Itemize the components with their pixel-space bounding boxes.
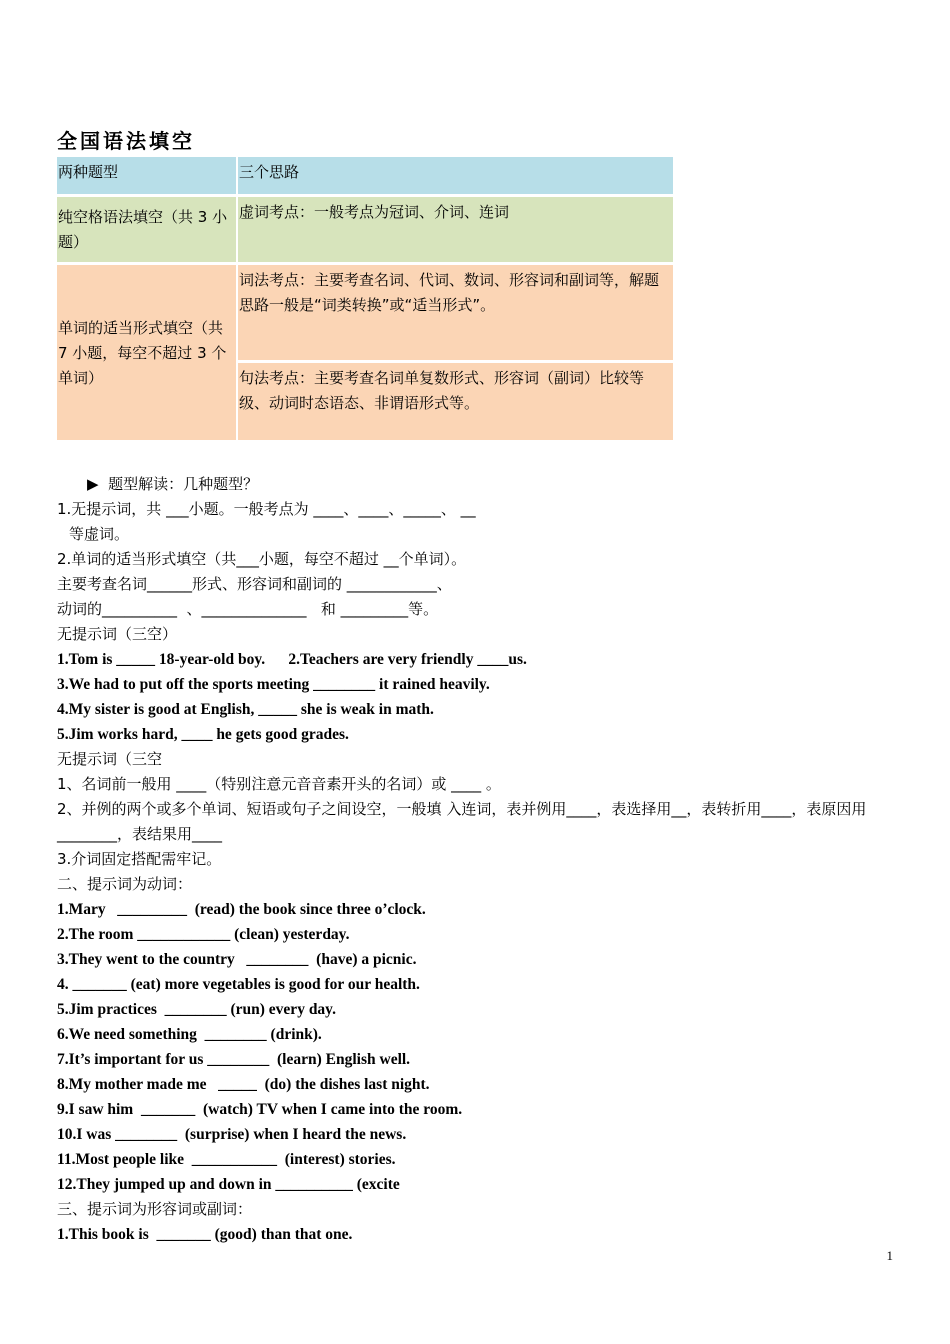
table-cell-idea: 虚词考点：一般考点为冠词、介词、连词 [237,196,674,264]
exercise-item: 10.I was ________ (surprise) when I heard the news. [57,1126,407,1143]
exercise-item: 11.Most people like ___________ (interest) stories. [57,1151,396,1168]
section-heading: 二、提示词为动词： [57,875,193,893]
text-line-content: 1.无提示词，共 ___小题。一般考点为 ____、____、_____、 __ [57,500,476,518]
exercise-item: 3.We had to put off the sports meeting ________ it rained heavily. [57,676,490,693]
section-heading: 无提示词（三空 [57,750,163,768]
table-cell-idea: 句法考点：主要考查名词单复数形式、形容词（副词）比较等级、动词时态语态、非谓语形式等。 [237,362,674,442]
exercise-body [57,472,897,1247]
table-row [57,264,674,362]
exercise-item: 1.Tom is _____ 18-year-old boy. 2.Teachers are very friendly ____us. [57,651,527,668]
table-header-cell: 三个思路 [237,157,674,196]
text-line: 2.单词的适当形式填空（共___小题，每空不超过 __个单词）。 [57,550,467,568]
exercise-item: 1.This book is _______ (good) than that one. [57,1226,353,1243]
exercise-item: 8.My mother made me _____ (do) the dishes last night. [57,1076,430,1093]
exercise-item: 6.We need something ________ (drink). [57,1026,322,1043]
text-line: 等虚词。 [69,525,130,543]
question-type-table [57,157,675,443]
table-cell-type: 纯空格语法填空（共 3 小题） [57,196,237,264]
exercise-item: 3.They went to the country ________ (have) a picnic. [57,951,417,968]
page-number: 1 [886,1248,893,1263]
exercise-item: 5.Jim practices ________ (run) every day. [57,1001,336,1018]
exercise-item: 1.Mary _________ (read) the book since three o’clock. [57,901,426,918]
text-line: 主要考查名词______形式、形容词和副词的 ____________、 [57,575,452,593]
exercise-item: 4.My sister is good at English, _____ she is weak in math. [57,701,434,718]
table-header-row [57,157,674,196]
exercise-item: 5.Jim works hard, ____ he gets good grades. [57,726,349,743]
section-heading: ▶ 题型解读：几种题型？ [87,475,259,493]
exercise-item: 12.They jumped up and down in __________ (excite [57,1176,400,1193]
exercise-item: 9.I saw him _______ (watch) TV when I came into the room. [57,1101,463,1118]
text-line: 1、名词前一般用 ____（特别注意元音音素开头的名词）或 ____ 。 [57,775,501,793]
table-header-cell: 两种题型 [57,157,237,196]
text-line: 动词的__________ 、______________ 和 _________等。 [57,600,439,618]
exercise-item: 7.It’s important for us ________ (learn) English well. [57,1051,411,1068]
page-title: 全国语法填空 [57,129,195,153]
text-line: 3.介词固定搭配需牢记。 [57,850,222,868]
exercise-item: 2.The room ____________ (clean) yesterday. [57,926,350,943]
section-heading: 三、提示词为形容词或副词： [57,1200,253,1218]
section-heading: 无提示词（三空） [57,625,178,643]
text-line: 2、并例的两个或多个单词、短语或句子之间设空，一般填 入连词，表并例用____，表选择用__，表转折用____，表原因用________，表结果用____ [57,800,867,843]
table-cell-idea: 词法考点：主要考查名词、代词、数词、形容词和副词等，解题思路一般是“词类转换”或“适当形式”。 [237,264,674,362]
table-cell-type: 单词的适当形式填空（共 7 小题，每空不超过 3 个单词） [57,264,237,442]
text-line [57,497,897,522]
exercise-item: 4. _______ (eat) more vegetables is good for our health. [57,976,420,993]
table-row [57,196,674,264]
